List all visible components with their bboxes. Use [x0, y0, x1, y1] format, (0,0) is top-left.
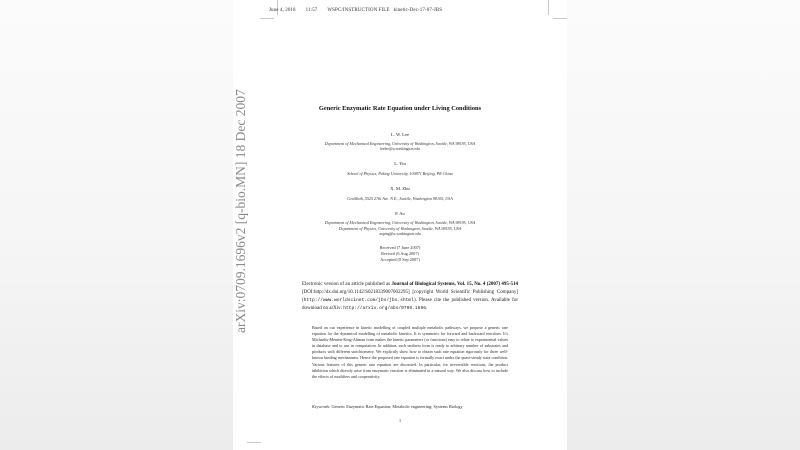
- author-email[interactable]: aoping@u.washington.edu: [379, 232, 421, 236]
- paper-title: Generic Enzymatic Rate Equation under Living Conditions: [318, 105, 482, 112]
- running-head-date: June 4, 2018: [269, 8, 296, 13]
- doi-text[interactable]: [DOI:http://dx.doi.org/10.1142/S0218339007002295] [copyright World Scientific Publishing Company] (: [302, 290, 518, 304]
- arxiv-url-link[interactable]: http://arxiv.org/abs/0709.1696: [343, 306, 426, 312]
- author-affiliation: GenMath, 5525 27th Ave. N.E., Seattle, Washington 98105, USA: [347, 196, 453, 201]
- keywords-list: Generic Enzymatic Rate Equation; Metabolic engineering; Systems Biology: [331, 404, 463, 409]
- notice-suffix: .: [425, 306, 428, 312]
- author-name: P. Ao: [395, 211, 405, 216]
- running-head-file-name: kinetic-Dec-17-07-JBS: [393, 8, 443, 13]
- notice-prefix: Electronic version of an article published as: [302, 282, 392, 287]
- received-date: Received (7 June 2007): [379, 245, 421, 250]
- author-name: L. Yin: [394, 161, 406, 166]
- cite-text: ). Please cite the published version. Available for download on arXiv:: [302, 298, 518, 312]
- journal-url-link[interactable]: http://www.worldscinet.com/jbs/jbs.shtml: [303, 298, 414, 304]
- author-affiliation: School of Physics, Peking University, 100871 Beijing, PR China: [347, 171, 453, 176]
- running-head-file-label: WSPC/INSTRUCTION FILE: [327, 8, 390, 13]
- viewer-background-right: [567, 0, 800, 450]
- crop-mark-top-right: [553, 18, 567, 19]
- accepted-date: Accepted (8 Sep 2007): [380, 257, 420, 262]
- crop-mark-top-left: [260, 18, 274, 19]
- keywords-label: Keywords: [312, 404, 330, 409]
- viewer-background-left: [0, 0, 233, 450]
- running-head: [269, 8, 452, 13]
- arxiv-stamp: arXiv:0709.1696v2 [q-bio.MN] 18 Dec 2007: [233, 89, 248, 333]
- crop-mark-top-right-v: [548, 0, 549, 15]
- author-affiliation: Department of Physics, University of Washington, Seattle, WA 98195, USA: [338, 226, 462, 231]
- author-affiliation: Department of Mechanical Engineering, University of Washington, Seattle, WA 98195, USA: [324, 220, 476, 225]
- abstract: Based on our experience in kinetic modelling of coupled multiple metabolic pathways, we propose a generic rate equation for the dynamical modelling of metabolic kinetics. It is symmetric for forward and backward reactions. It's Michaelis-Menten-King-Altman form makes the kinetic parameters (or functions) easy to relate to experimental values in database and to use in computation. In addition, such uniform form is ready to arbitrary number of substrates and products with different stoichiometry. We explicitly show how to obtain such rate equation rigorously for three well-known binding mechanisms. Hence the proposed rate equation is formally exact under the quasi-steady state condition. Various features of this generic rate equation are discussed. In particular, for irreversible reactions, the product inhibition which directly arise from enzymatic reaction is eliminated in a natural way. We also discuss how to include the effects of modifiers and cooperativity.: [312, 325, 508, 379]
- keywords: Keywords: Generic Enzymatic Rate Equation; Metabolic engineering; Systems Biology: [312, 404, 463, 409]
- running-head-time: 11:57: [305, 8, 318, 13]
- author-name: L. W. Lee: [390, 132, 410, 137]
- author-name: X. M. Zhu: [390, 186, 410, 191]
- journal-citation: Journal of Biological Systems, Vol. 15, No. 4 (2007) 495-514: [391, 282, 518, 287]
- revised-date: Revised (6 Aug 2007): [381, 251, 419, 256]
- author-affiliation: Department of Mechanical Engineering, University of Washington, Seattle, WA 98195, USA: [324, 141, 476, 146]
- publication-notice: [302, 281, 518, 313]
- page-number: 1: [398, 418, 402, 423]
- crop-mark-bottom-left: [247, 442, 261, 443]
- author-email[interactable]: leelee@u.washington.edu: [379, 147, 421, 151]
- document-page: [233, 0, 567, 450]
